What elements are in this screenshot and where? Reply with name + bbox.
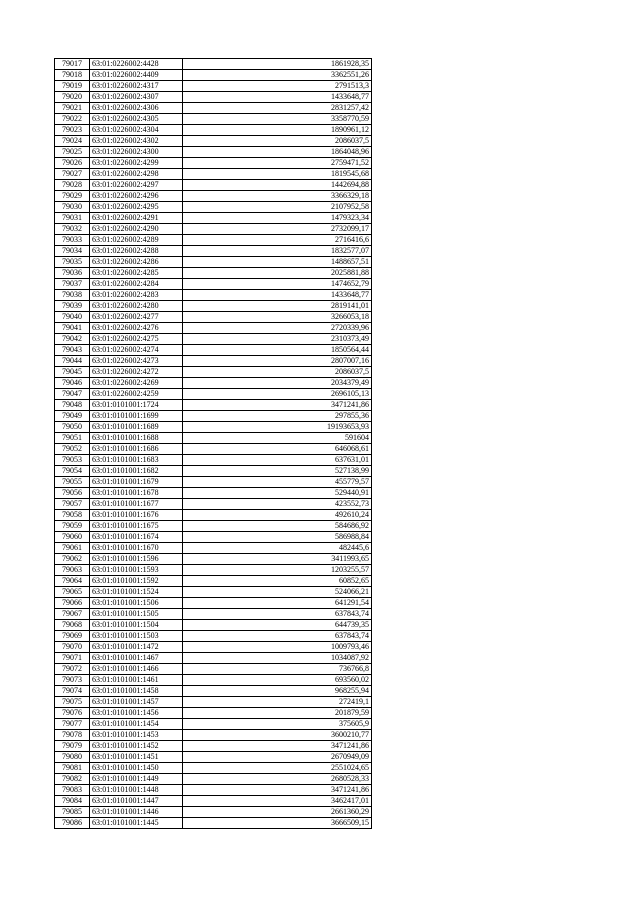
row-number-cell: 79051 bbox=[55, 433, 90, 444]
cadastral-value-cell: 3358770,59 bbox=[183, 114, 372, 125]
cadastral-value-cell: 2807007,16 bbox=[183, 356, 372, 367]
cadastral-number-cell: 63:01:0101001:1445 bbox=[90, 818, 183, 829]
cadastral-value-cell: 1009793,46 bbox=[183, 642, 372, 653]
cadastral-number-cell: 63:01:0101001:1466 bbox=[90, 664, 183, 675]
row-number-cell: 79048 bbox=[55, 400, 90, 411]
table-row bbox=[55, 796, 372, 807]
table-row bbox=[55, 664, 372, 675]
cadastral-number-cell: 63:01:0101001:1682 bbox=[90, 466, 183, 477]
cadastral-number-cell: 63:01:0101001:1447 bbox=[90, 796, 183, 807]
cadastral-value-cell: 2696105,13 bbox=[183, 389, 372, 400]
cadastral-number-cell: 63:01:0101001:1454 bbox=[90, 719, 183, 730]
cadastral-value-cell: 2791513,3 bbox=[183, 81, 372, 92]
cadastral-value-cell: 1442694,88 bbox=[183, 180, 372, 191]
table-row bbox=[55, 642, 372, 653]
row-number-cell: 79032 bbox=[55, 224, 90, 235]
table-row bbox=[55, 202, 372, 213]
cadastral-value-cell: 201879,59 bbox=[183, 708, 372, 719]
cadastral-number-cell: 63:01:0101001:1677 bbox=[90, 499, 183, 510]
cadastral-value-cell: 736766,8 bbox=[183, 664, 372, 675]
row-number-cell: 79064 bbox=[55, 576, 90, 587]
cadastral-number-cell: 63:01:0226002:4283 bbox=[90, 290, 183, 301]
row-number-cell: 79065 bbox=[55, 587, 90, 598]
table-row bbox=[55, 312, 372, 323]
table-row bbox=[55, 466, 372, 477]
table-row bbox=[55, 345, 372, 356]
cadastral-value-cell: 3362551,26 bbox=[183, 70, 372, 81]
table-row bbox=[55, 235, 372, 246]
cadastral-number-cell: 63:01:0226002:4273 bbox=[90, 356, 183, 367]
cadastral-number-cell: 63:01:0101001:1678 bbox=[90, 488, 183, 499]
cadastral-number-cell: 63:01:0101001:1679 bbox=[90, 477, 183, 488]
row-number-cell: 79056 bbox=[55, 488, 90, 499]
cadastral-value-cell: 2086037,5 bbox=[183, 367, 372, 378]
table-row bbox=[55, 279, 372, 290]
table-row bbox=[55, 708, 372, 719]
row-number-cell: 79038 bbox=[55, 290, 90, 301]
cadastral-value-table bbox=[54, 58, 372, 829]
cadastral-value-cell: 2670949,09 bbox=[183, 752, 372, 763]
table-row bbox=[55, 114, 372, 125]
cadastral-value-cell: 2680528,33 bbox=[183, 774, 372, 785]
cadastral-value-cell: 693560,02 bbox=[183, 675, 372, 686]
table-row bbox=[55, 807, 372, 818]
row-number-cell: 79071 bbox=[55, 653, 90, 664]
row-number-cell: 79030 bbox=[55, 202, 90, 213]
row-number-cell: 79086 bbox=[55, 818, 90, 829]
cadastral-value-cell: 644739,35 bbox=[183, 620, 372, 631]
table-row bbox=[55, 147, 372, 158]
cadastral-value-cell: 2310373,49 bbox=[183, 334, 372, 345]
cadastral-number-cell: 63:01:0101001:1596 bbox=[90, 554, 183, 565]
row-number-cell: 79068 bbox=[55, 620, 90, 631]
table-row bbox=[55, 411, 372, 422]
table-row bbox=[55, 59, 372, 70]
cadastral-value-cell: 2086037,5 bbox=[183, 136, 372, 147]
cadastral-number-cell: 63:01:0101001:1456 bbox=[90, 708, 183, 719]
cadastral-number-cell: 63:01:0226002:4300 bbox=[90, 147, 183, 158]
cadastral-value-cell: 3666509,15 bbox=[183, 818, 372, 829]
table-row bbox=[55, 488, 372, 499]
row-number-cell: 79061 bbox=[55, 543, 90, 554]
table-body bbox=[55, 59, 372, 829]
cadastral-value-cell: 3471241,86 bbox=[183, 741, 372, 752]
table-row bbox=[55, 136, 372, 147]
cadastral-number-cell: 63:01:0226002:4296 bbox=[90, 191, 183, 202]
row-number-cell: 79055 bbox=[55, 477, 90, 488]
table-row bbox=[55, 268, 372, 279]
row-number-cell: 79026 bbox=[55, 158, 90, 169]
table-row bbox=[55, 367, 372, 378]
cadastral-number-cell: 63:01:0101001:1461 bbox=[90, 675, 183, 686]
table-row bbox=[55, 422, 372, 433]
row-number-cell: 79067 bbox=[55, 609, 90, 620]
row-number-cell: 79021 bbox=[55, 103, 90, 114]
cadastral-number-cell: 63:01:0101001:1451 bbox=[90, 752, 183, 763]
cadastral-number-cell: 63:01:0101001:1593 bbox=[90, 565, 183, 576]
row-number-cell: 79080 bbox=[55, 752, 90, 763]
cadastral-number-cell: 63:01:0226002:4285 bbox=[90, 268, 183, 279]
row-number-cell: 79058 bbox=[55, 510, 90, 521]
row-number-cell: 79069 bbox=[55, 631, 90, 642]
table-row bbox=[55, 576, 372, 587]
table-row bbox=[55, 620, 372, 631]
cadastral-number-cell: 63:01:0101001:1670 bbox=[90, 543, 183, 554]
row-number-cell: 79083 bbox=[55, 785, 90, 796]
cadastral-number-cell: 63:01:0101001:1676 bbox=[90, 510, 183, 521]
row-number-cell: 79059 bbox=[55, 521, 90, 532]
cadastral-number-cell: 63:01:0101001:1449 bbox=[90, 774, 183, 785]
cadastral-number-cell: 63:01:0101001:1452 bbox=[90, 741, 183, 752]
row-number-cell: 79060 bbox=[55, 532, 90, 543]
cadastral-number-cell: 63:01:0226002:4305 bbox=[90, 114, 183, 125]
cadastral-value-cell: 1474652,79 bbox=[183, 279, 372, 290]
row-number-cell: 79024 bbox=[55, 136, 90, 147]
cadastral-number-cell: 63:01:0226002:4276 bbox=[90, 323, 183, 334]
row-number-cell: 79049 bbox=[55, 411, 90, 422]
table-row bbox=[55, 719, 372, 730]
cadastral-number-cell: 63:01:0101001:1448 bbox=[90, 785, 183, 796]
cadastral-value-cell: 1034087,92 bbox=[183, 653, 372, 664]
row-number-cell: 79078 bbox=[55, 730, 90, 741]
cadastral-value-cell: 1488657,51 bbox=[183, 257, 372, 268]
cadastral-number-cell: 63:01:0226002:4289 bbox=[90, 235, 183, 246]
table-row bbox=[55, 532, 372, 543]
cadastral-number-cell: 63:01:0101001:1675 bbox=[90, 521, 183, 532]
row-number-cell: 79066 bbox=[55, 598, 90, 609]
table-row bbox=[55, 455, 372, 466]
row-number-cell: 79047 bbox=[55, 389, 90, 400]
cadastral-value-cell: 584686,92 bbox=[183, 521, 372, 532]
cadastral-number-cell: 63:01:0226002:4428 bbox=[90, 59, 183, 70]
cadastral-number-cell: 63:01:0101001:1683 bbox=[90, 455, 183, 466]
cadastral-number-cell: 63:01:0226002:4306 bbox=[90, 103, 183, 114]
cadastral-number-cell: 63:01:0226002:4288 bbox=[90, 246, 183, 257]
row-number-cell: 79025 bbox=[55, 147, 90, 158]
cadastral-value-cell: 60852,65 bbox=[183, 576, 372, 587]
table-row bbox=[55, 400, 372, 411]
cadastral-value-cell: 3462417,01 bbox=[183, 796, 372, 807]
table-row bbox=[55, 554, 372, 565]
cadastral-number-cell: 63:01:0101001:1467 bbox=[90, 653, 183, 664]
cadastral-number-cell: 63:01:0101001:1689 bbox=[90, 422, 183, 433]
row-number-cell: 79076 bbox=[55, 708, 90, 719]
table-row bbox=[55, 818, 372, 829]
cadastral-value-cell: 455779,57 bbox=[183, 477, 372, 488]
table-row bbox=[55, 158, 372, 169]
cadastral-value-cell: 2732099,17 bbox=[183, 224, 372, 235]
cadastral-number-cell: 63:01:0226002:4317 bbox=[90, 81, 183, 92]
table-row bbox=[55, 444, 372, 455]
row-number-cell: 79028 bbox=[55, 180, 90, 191]
table-row bbox=[55, 323, 372, 334]
cadastral-number-cell: 63:01:0101001:1688 bbox=[90, 433, 183, 444]
table-row bbox=[55, 774, 372, 785]
cadastral-number-cell: 63:01:0101001:1446 bbox=[90, 807, 183, 818]
cadastral-value-cell: 591604 bbox=[183, 433, 372, 444]
table-row bbox=[55, 290, 372, 301]
row-number-cell: 79037 bbox=[55, 279, 90, 290]
cadastral-value-cell: 1864048,96 bbox=[183, 147, 372, 158]
table-row bbox=[55, 334, 372, 345]
row-number-cell: 79017 bbox=[55, 59, 90, 70]
table-row bbox=[55, 213, 372, 224]
cadastral-number-cell: 63:01:0226002:4286 bbox=[90, 257, 183, 268]
row-number-cell: 79050 bbox=[55, 422, 90, 433]
row-number-cell: 79063 bbox=[55, 565, 90, 576]
table-row bbox=[55, 477, 372, 488]
row-number-cell: 79057 bbox=[55, 499, 90, 510]
cadastral-value-cell: 492610,24 bbox=[183, 510, 372, 521]
row-number-cell: 79081 bbox=[55, 763, 90, 774]
row-number-cell: 79042 bbox=[55, 334, 90, 345]
cadastral-number-cell: 63:01:0101001:1453 bbox=[90, 730, 183, 741]
cadastral-number-cell: 63:01:0101001:1699 bbox=[90, 411, 183, 422]
row-number-cell: 79029 bbox=[55, 191, 90, 202]
cadastral-value-cell: 1850564,44 bbox=[183, 345, 372, 356]
row-number-cell: 79085 bbox=[55, 807, 90, 818]
cadastral-value-cell: 1433648,77 bbox=[183, 290, 372, 301]
table-row bbox=[55, 257, 372, 268]
row-number-cell: 79027 bbox=[55, 169, 90, 180]
table-row bbox=[55, 301, 372, 312]
cadastral-value-cell: 1479323,34 bbox=[183, 213, 372, 224]
table-row bbox=[55, 763, 372, 774]
table-row bbox=[55, 224, 372, 235]
table-row bbox=[55, 785, 372, 796]
table-row bbox=[55, 741, 372, 752]
row-number-cell: 79040 bbox=[55, 312, 90, 323]
row-number-cell: 79044 bbox=[55, 356, 90, 367]
cadastral-value-cell: 2661360,29 bbox=[183, 807, 372, 818]
cadastral-number-cell: 63:01:0101001:1524 bbox=[90, 587, 183, 598]
table-row bbox=[55, 433, 372, 444]
cadastral-value-cell: 646068,61 bbox=[183, 444, 372, 455]
table-row bbox=[55, 389, 372, 400]
row-number-cell: 79022 bbox=[55, 114, 90, 125]
row-number-cell: 79082 bbox=[55, 774, 90, 785]
row-number-cell: 79034 bbox=[55, 246, 90, 257]
table-row bbox=[55, 499, 372, 510]
cadastral-value-cell: 3366329,18 bbox=[183, 191, 372, 202]
cadastral-number-cell: 63:01:0226002:4290 bbox=[90, 224, 183, 235]
table-row bbox=[55, 653, 372, 664]
table-row bbox=[55, 125, 372, 136]
row-number-cell: 79036 bbox=[55, 268, 90, 279]
row-number-cell: 79079 bbox=[55, 741, 90, 752]
table-row bbox=[55, 103, 372, 114]
table-row bbox=[55, 543, 372, 554]
cadastral-value-cell: 3266053,18 bbox=[183, 312, 372, 323]
row-number-cell: 79033 bbox=[55, 235, 90, 246]
row-number-cell: 79043 bbox=[55, 345, 90, 356]
cadastral-value-cell: 1819545,68 bbox=[183, 169, 372, 180]
cadastral-number-cell: 63:01:0226002:4274 bbox=[90, 345, 183, 356]
cadastral-value-cell: 2759471,52 bbox=[183, 158, 372, 169]
table-row bbox=[55, 169, 372, 180]
table-row bbox=[55, 356, 372, 367]
cadastral-number-cell: 63:01:0226002:4304 bbox=[90, 125, 183, 136]
row-number-cell: 79020 bbox=[55, 92, 90, 103]
row-number-cell: 79039 bbox=[55, 301, 90, 312]
table-row bbox=[55, 521, 372, 532]
cadastral-value-cell: 2034379,49 bbox=[183, 378, 372, 389]
row-number-cell: 79023 bbox=[55, 125, 90, 136]
cadastral-value-cell: 2551024,65 bbox=[183, 763, 372, 774]
cadastral-value-cell: 527138,99 bbox=[183, 466, 372, 477]
cadastral-value-cell: 968255,94 bbox=[183, 686, 372, 697]
cadastral-value-cell: 482445,6 bbox=[183, 543, 372, 554]
row-number-cell: 79031 bbox=[55, 213, 90, 224]
cadastral-value-cell: 1861928,35 bbox=[183, 59, 372, 70]
cadastral-value-cell: 529440,91 bbox=[183, 488, 372, 499]
row-number-cell: 79070 bbox=[55, 642, 90, 653]
table-row bbox=[55, 70, 372, 81]
cadastral-value-cell: 3600210,77 bbox=[183, 730, 372, 741]
cadastral-value-cell: 3411993,65 bbox=[183, 554, 372, 565]
cadastral-number-cell: 63:01:0226002:4280 bbox=[90, 301, 183, 312]
cadastral-number-cell: 63:01:0101001:1674 bbox=[90, 532, 183, 543]
row-number-cell: 79052 bbox=[55, 444, 90, 455]
row-number-cell: 79041 bbox=[55, 323, 90, 334]
cadastral-number-cell: 63:01:0226002:4409 bbox=[90, 70, 183, 81]
cadastral-number-cell: 63:01:0226002:4291 bbox=[90, 213, 183, 224]
row-number-cell: 79077 bbox=[55, 719, 90, 730]
table-row bbox=[55, 686, 372, 697]
cadastral-number-cell: 63:01:0226002:4299 bbox=[90, 158, 183, 169]
cadastral-number-cell: 63:01:0101001:1450 bbox=[90, 763, 183, 774]
table-row bbox=[55, 697, 372, 708]
row-number-cell: 79084 bbox=[55, 796, 90, 807]
table-row bbox=[55, 246, 372, 257]
cadastral-number-cell: 63:01:0226002:4295 bbox=[90, 202, 183, 213]
cadastral-number-cell: 63:01:0226002:4284 bbox=[90, 279, 183, 290]
table-row bbox=[55, 191, 372, 202]
cadastral-number-cell: 63:01:0101001:1724 bbox=[90, 400, 183, 411]
cadastral-value-cell: 637843,74 bbox=[183, 609, 372, 620]
cadastral-number-cell: 63:01:0101001:1504 bbox=[90, 620, 183, 631]
cadastral-value-cell: 1203255,57 bbox=[183, 565, 372, 576]
cadastral-value-cell: 586988,84 bbox=[183, 532, 372, 543]
cadastral-number-cell: 63:01:0226002:4297 bbox=[90, 180, 183, 191]
cadastral-value-cell: 1433648,77 bbox=[183, 92, 372, 103]
cadastral-value-cell: 3471241,86 bbox=[183, 400, 372, 411]
cadastral-number-cell: 63:01:0101001:1506 bbox=[90, 598, 183, 609]
cadastral-value-cell: 1832577,07 bbox=[183, 246, 372, 257]
row-number-cell: 79046 bbox=[55, 378, 90, 389]
row-number-cell: 79035 bbox=[55, 257, 90, 268]
table-row bbox=[55, 510, 372, 521]
cadastral-number-cell: 63:01:0226002:4302 bbox=[90, 136, 183, 147]
row-number-cell: 79045 bbox=[55, 367, 90, 378]
cadastral-number-cell: 63:01:0226002:4272 bbox=[90, 367, 183, 378]
cadastral-value-cell: 641291,54 bbox=[183, 598, 372, 609]
cadastral-number-cell: 63:01:0101001:1503 bbox=[90, 631, 183, 642]
table-row bbox=[55, 675, 372, 686]
row-number-cell: 79018 bbox=[55, 70, 90, 81]
cadastral-value-cell: 2720339,96 bbox=[183, 323, 372, 334]
row-number-cell: 79072 bbox=[55, 664, 90, 675]
cadastral-value-cell: 272419,1 bbox=[183, 697, 372, 708]
cadastral-number-cell: 63:01:0226002:4269 bbox=[90, 378, 183, 389]
cadastral-value-cell: 3471241,86 bbox=[183, 785, 372, 796]
cadastral-number-cell: 63:01:0226002:4275 bbox=[90, 334, 183, 345]
table-row bbox=[55, 92, 372, 103]
cadastral-number-cell: 63:01:0101001:1458 bbox=[90, 686, 183, 697]
cadastral-number-cell: 63:01:0101001:1686 bbox=[90, 444, 183, 455]
cadastral-value-cell: 2716416,6 bbox=[183, 235, 372, 246]
row-number-cell: 79019 bbox=[55, 81, 90, 92]
row-number-cell: 79054 bbox=[55, 466, 90, 477]
table-row bbox=[55, 565, 372, 576]
cadastral-value-cell: 19193653,93 bbox=[183, 422, 372, 433]
cadastral-value-cell: 2831257,42 bbox=[183, 103, 372, 114]
row-number-cell: 79062 bbox=[55, 554, 90, 565]
cadastral-number-cell: 63:01:0101001:1592 bbox=[90, 576, 183, 587]
table-row bbox=[55, 730, 372, 741]
cadastral-value-cell: 637631,01 bbox=[183, 455, 372, 466]
cadastral-number-cell: 63:01:0226002:4277 bbox=[90, 312, 183, 323]
cadastral-value-cell: 375605,9 bbox=[183, 719, 372, 730]
cadastral-number-cell: 63:01:0226002:4307 bbox=[90, 92, 183, 103]
table-row bbox=[55, 598, 372, 609]
cadastral-value-cell: 2819141,01 bbox=[183, 301, 372, 312]
cadastral-value-cell: 524066,21 bbox=[183, 587, 372, 598]
table-row bbox=[55, 609, 372, 620]
cadastral-number-cell: 63:01:0101001:1457 bbox=[90, 697, 183, 708]
cadastral-value-cell: 297855,36 bbox=[183, 411, 372, 422]
row-number-cell: 79074 bbox=[55, 686, 90, 697]
row-number-cell: 79075 bbox=[55, 697, 90, 708]
table-row bbox=[55, 81, 372, 92]
cadastral-number-cell: 63:01:0226002:4298 bbox=[90, 169, 183, 180]
cadastral-value-cell: 637843,74 bbox=[183, 631, 372, 642]
cadastral-value-cell: 423552,73 bbox=[183, 499, 372, 510]
table-row bbox=[55, 378, 372, 389]
cadastral-value-cell: 1890961,12 bbox=[183, 125, 372, 136]
row-number-cell: 79073 bbox=[55, 675, 90, 686]
table-row bbox=[55, 752, 372, 763]
cadastral-number-cell: 63:01:0101001:1472 bbox=[90, 642, 183, 653]
table-row bbox=[55, 587, 372, 598]
cadastral-number-cell: 63:01:0101001:1505 bbox=[90, 609, 183, 620]
cadastral-value-cell: 2107952,58 bbox=[183, 202, 372, 213]
table-row bbox=[55, 631, 372, 642]
table-row bbox=[55, 180, 372, 191]
row-number-cell: 79053 bbox=[55, 455, 90, 466]
cadastral-number-cell: 63:01:0226002:4259 bbox=[90, 389, 183, 400]
cadastral-value-cell: 2025881,88 bbox=[183, 268, 372, 279]
